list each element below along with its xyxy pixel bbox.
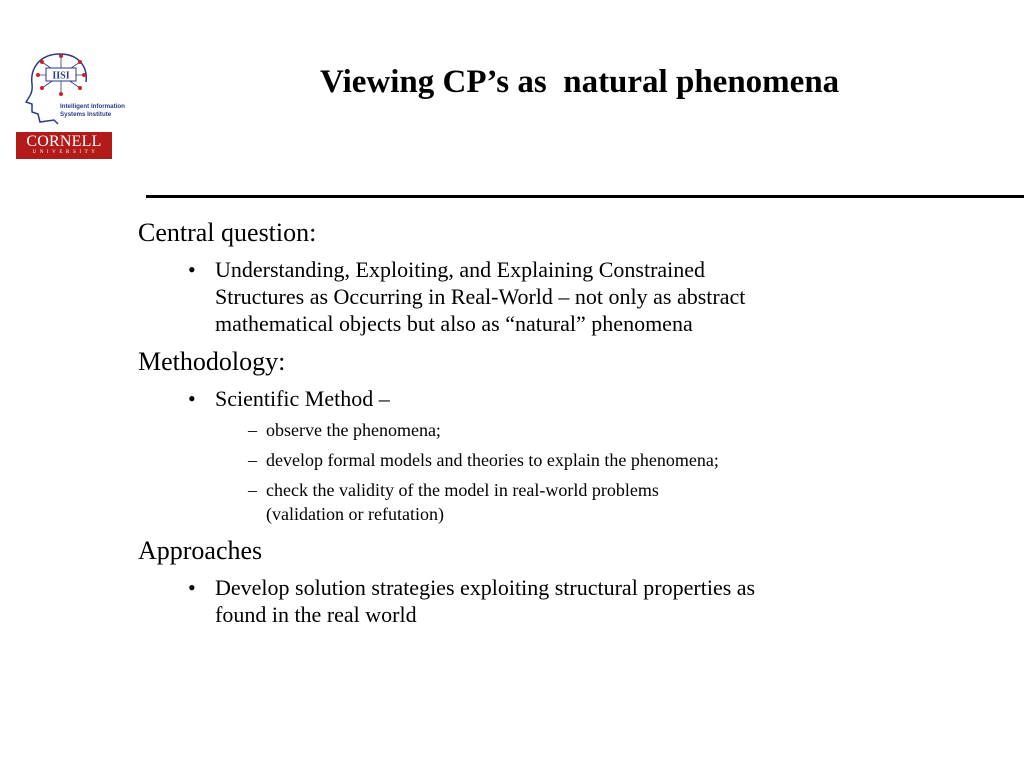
cornell-university-label: UNIVERSITY — [32, 150, 99, 155]
cornell-logo — [16, 132, 112, 159]
iisi-name-line1: Intelligent Information — [60, 103, 125, 110]
dash-mark: – — [248, 450, 257, 470]
sub-bullet-item — [138, 418, 998, 442]
slide-body — [138, 216, 998, 634]
section-heading-approaches: Approaches — [138, 536, 263, 565]
sub-bullet-text: check the validity of the model in real-world problems (validation or refutation) — [266, 480, 659, 524]
bullet-mark: • — [188, 386, 196, 411]
sub-bullet-text: observe the phenomena; — [266, 420, 441, 440]
slide-title: Viewing CP’s as natural phenomena — [320, 64, 840, 100]
bullet-item — [138, 574, 998, 628]
iisi-abbrev: IISI — [52, 70, 70, 82]
bullet-item — [138, 256, 998, 337]
bullet-mark: • — [188, 575, 196, 600]
bullet-text: Scientific Method – — [215, 386, 390, 411]
bullet-item — [138, 385, 998, 412]
logo-area — [14, 48, 126, 166]
section-heading-central-question: Central question: — [138, 218, 317, 247]
sub-bullet-item — [138, 448, 998, 472]
cornell-wordmark: CORNELL — [26, 133, 102, 150]
dash-mark: – — [248, 420, 257, 440]
dash-mark: – — [248, 480, 257, 500]
section-heading-methodology: Methodology: — [138, 347, 286, 376]
sub-bullet-item — [138, 478, 998, 526]
iisi-logo — [20, 48, 130, 126]
iisi-name-line2: Systems Institute — [60, 111, 112, 118]
bullet-text: Understanding, Exploiting, and Explaining Constrained Structures as Occurring in Real-World – not only as abstract mathematical objects but also as “natural” phenomena — [215, 257, 746, 336]
title-divider — [146, 195, 1024, 198]
bullet-mark: • — [188, 257, 196, 282]
bullet-text: Develop solution strategies exploiting structural properties as found in the real world — [215, 575, 756, 627]
sub-bullet-text: develop formal models and theories to explain the phenomena; — [266, 450, 719, 470]
